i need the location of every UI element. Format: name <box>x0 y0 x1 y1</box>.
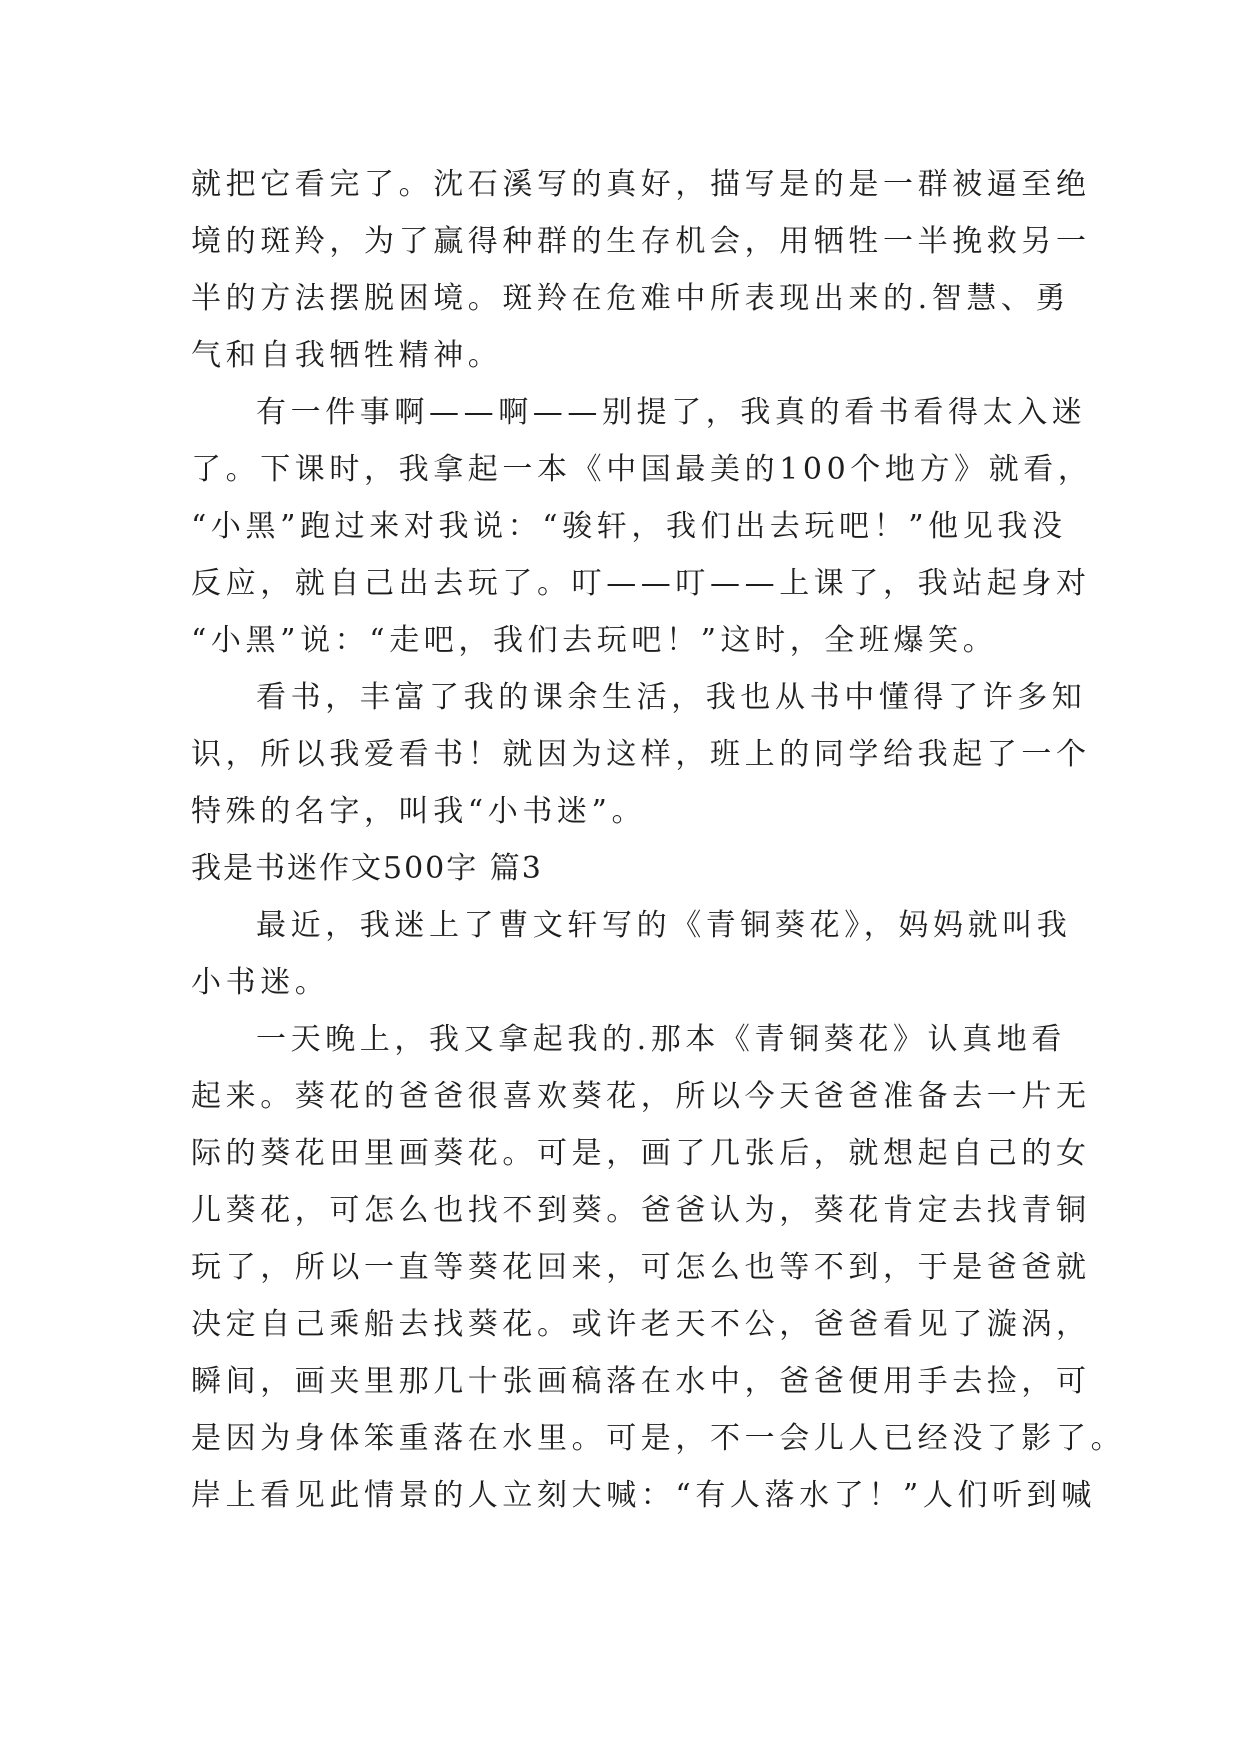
text-line: “小黑”说：“走吧，我们去玩吧！”这时，全班爆笑。 <box>191 623 998 658</box>
text-line: 是因为身体笨重落在水里。可是，不一会儿人已经没了影了。 <box>191 1421 1126 1456</box>
text-line: 就把它看完了。沈石溪写的真好，描写是的是一群被逼至绝 <box>191 167 1091 202</box>
text-line: 境的斑羚，为了赢得种群的生存机会，用牺牲一半挽救另一 <box>191 224 1091 259</box>
text-line: 儿葵花，可怎么也找不到葵。爸爸认为，葵花肯定去找青铜 <box>191 1193 1091 1228</box>
text-line: 瞬间，画夹里那几十张画稿落在水中，爸爸便用手去捡，可 <box>191 1364 1091 1399</box>
text-line: 际的葵花田里画葵花。可是，画了几张后，就想起自己的女 <box>191 1136 1091 1171</box>
text-line: 决定自己乘船去找葵花。或许老天不公，爸爸看见了漩涡， <box>191 1307 1091 1342</box>
text-line: 特殊的名字，叫我“小书迷”。 <box>191 794 647 829</box>
text-line: 半的方法摆脱困境。斑羚在危难中所表现出来的.智慧、勇 <box>191 281 1071 316</box>
paragraph-first-line: 有一件事啊——啊——别提了，我真的看书看得太入迷 <box>256 395 1087 430</box>
paragraph-first-line: 最近，我迷上了曹文轩写的《青铜葵花》，妈妈就叫我 <box>256 908 1072 943</box>
text-line: 起来。葵花的爸爸很喜欢葵花，所以今天爸爸准备去一片无 <box>191 1079 1091 1114</box>
text-line: 小书迷。 <box>191 965 330 1000</box>
text-line: 玩了，所以一直等葵花回来，可怎么也等不到，于是爸爸就 <box>191 1250 1091 1285</box>
text-line: 气和自我牺牲精神。 <box>191 338 503 373</box>
text-line: 识，所以我爱看书！就因为这样，班上的同学给我起了一个 <box>191 737 1091 772</box>
section-heading: 我是书迷作文500字 篇3 <box>191 851 543 886</box>
text-line: “小黑”跑过来对我说：“骏轩，我们出去玩吧！”他见我没 <box>191 509 1067 544</box>
paragraph-first-line: 看书，丰富了我的课余生活，我也从书中懂得了许多知 <box>256 680 1087 715</box>
text-line: 反应，就自己出去玩了。叮——叮——上课了，我站起身对 <box>191 566 1091 601</box>
paragraph-first-line: 一天晚上，我又拿起我的.那本《青铜葵花》认真地看 <box>256 1022 1066 1057</box>
text-line: 岸上看见此情景的人立刻大喊：“有人落水了！”人们听到喊 <box>191 1478 1096 1513</box>
text-line: 了。下课时，我拿起一本《中国最美的100个地方》就看， <box>191 452 1093 487</box>
